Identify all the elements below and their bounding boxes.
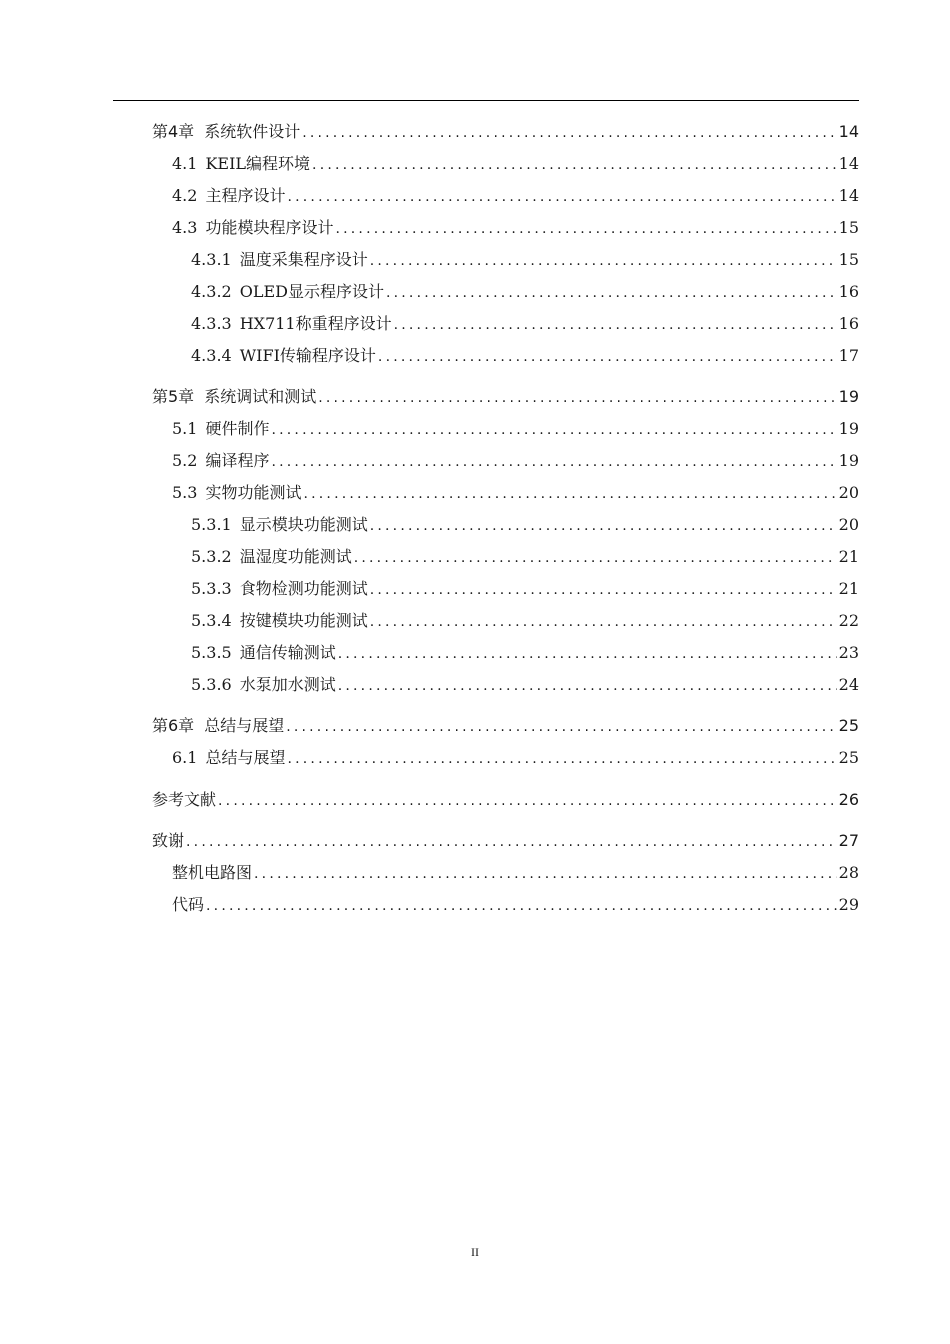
toc-page: 14 [838,154,859,173]
toc-page: 19 [838,387,859,406]
toc-page: 15 [838,250,859,269]
toc-title: 食物检测功能测试 [239,579,368,598]
toc-title: 总结与展望 [205,748,286,767]
toc-entry-acknowledgements[interactable] [152,831,859,852]
toc-entry-4-2[interactable] [172,186,859,207]
dot-leader [370,516,837,536]
toc-entry-references[interactable] [152,790,859,811]
toc-number: 4.3.1 [191,250,232,269]
toc-title: OLED显示程序设计 [239,282,384,301]
dot-leader [370,580,837,600]
toc-number: 5.3 [172,483,198,502]
toc-page: 19 [838,419,859,438]
toc-title: 温湿度功能测试 [239,547,352,566]
toc-number: 5.1 [172,419,198,438]
toc-entry-4-3-3[interactable] [191,314,859,335]
toc-page: 24 [838,675,859,694]
toc-page: 16 [838,314,859,333]
toc-page: 16 [838,282,859,301]
toc-number: 4.1 [172,154,198,173]
toc-entry-5-2[interactable] [172,451,859,472]
toc-entry-chapter-5[interactable] [152,387,859,408]
toc-number: 6.1 [172,748,198,767]
toc-title: KEIL编程环境 [205,154,311,173]
toc-page: 21 [838,579,859,598]
dot-leader [318,388,836,408]
dot-leader [271,420,836,440]
toc-entry-5-3-2[interactable] [191,547,859,568]
toc-entry-5-3-6[interactable] [191,675,859,696]
dot-leader [335,219,836,239]
toc-number: 4.3 [172,218,198,237]
toc-number: 第5章 [152,387,195,406]
toc-title: 水泵加水测试 [239,675,336,694]
dot-leader [271,452,836,472]
toc-title: WIFI传输程序设计 [239,346,376,365]
dot-leader [370,251,837,271]
toc-page: 21 [838,547,859,566]
toc-title: 编译程序 [205,451,270,470]
toc-title: 致谢 [152,831,185,850]
toc-title: 实物功能测试 [205,483,302,502]
dot-leader [302,123,836,143]
toc-number: 5.3.6 [191,675,232,694]
toc-page: 19 [838,451,859,470]
toc-title: 功能模块程序设计 [205,218,334,237]
dot-leader [370,612,837,632]
dot-leader [338,644,837,664]
toc-page: 29 [838,895,859,914]
toc-page: 20 [838,515,859,534]
toc-entry-5-3-4[interactable] [191,611,859,632]
toc-title: 主程序设计 [205,186,286,205]
toc-page: 23 [838,643,859,662]
toc-page: 25 [838,748,859,767]
toc-title: 系统软件设计 [204,122,301,141]
toc-number: 5.2 [172,451,198,470]
toc-entry-4-1[interactable] [172,154,859,175]
toc-page: 28 [838,863,859,882]
dot-leader [287,187,836,207]
toc-entry-chapter-4[interactable] [152,122,859,143]
toc-page: 22 [838,611,859,630]
toc-title: 参考文献 [152,790,217,809]
toc-entry-4-3[interactable] [172,218,859,239]
toc-entry-5-3-5[interactable] [191,643,859,664]
toc-number: 4.3.3 [191,314,232,333]
toc-entry-4-3-2[interactable] [191,282,859,303]
toc-title: 系统调试和测试 [204,387,317,406]
dot-leader [254,864,837,884]
toc-number: 第4章 [152,122,195,141]
toc-number: 第6章 [152,716,195,735]
page-number: II [471,1245,479,1259]
toc-title: 总结与展望 [204,716,285,735]
toc-page: 27 [838,831,859,850]
toc-title: 温度采集程序设计 [239,250,368,269]
toc-number: 5.3.2 [191,547,232,566]
toc-page: 15 [838,218,859,237]
toc-number: 5.3.3 [191,579,232,598]
toc-page: 14 [838,186,859,205]
toc-number: 5.3.1 [191,515,232,534]
dot-leader [287,749,836,769]
toc-title: 整机电路图 [172,863,253,882]
dot-leader [286,717,836,737]
dot-leader [338,676,837,696]
toc-entry-6-1[interactable] [172,748,859,769]
toc-title: 硬件制作 [205,419,270,438]
toc-number: 4.3.4 [191,346,232,365]
dot-leader [394,315,837,335]
toc-entry-4-3-4[interactable] [191,346,859,367]
toc-page: 20 [838,483,859,502]
toc-number: 4.2 [172,186,198,205]
dot-leader [354,548,837,568]
header-rule [113,100,859,101]
toc-entry-5-3-3[interactable] [191,579,859,600]
dot-leader [206,896,837,916]
dot-leader [378,347,837,367]
dot-leader [303,484,836,504]
toc-title: 显示模块功能测试 [239,515,368,534]
toc-title: HX711称重程序设计 [239,314,392,333]
toc-title: 通信传输测试 [239,643,336,662]
toc-number: 5.3.4 [191,611,232,630]
toc-page: 17 [838,346,859,365]
toc-title: 代码 [172,895,205,914]
toc-page: 14 [838,122,859,141]
toc-entry-5-3[interactable] [172,483,859,504]
toc-title: 按键模块功能测试 [239,611,368,630]
toc-entry-5-1[interactable] [172,419,859,440]
toc-entry-code[interactable] [172,895,859,916]
dot-leader [312,155,837,175]
dot-leader [218,791,837,811]
toc-entry-4-3-1[interactable] [191,250,859,271]
dot-leader [186,832,837,852]
toc-entry-circuit-diagram[interactable] [172,863,859,884]
toc-page: 26 [838,790,859,809]
toc-page: 25 [838,716,859,735]
toc-entry-5-3-1[interactable] [191,515,859,536]
dot-leader [386,283,837,303]
toc-number: 4.3.2 [191,282,232,301]
toc-entry-chapter-6[interactable] [152,716,859,737]
toc-number: 5.3.5 [191,643,232,662]
